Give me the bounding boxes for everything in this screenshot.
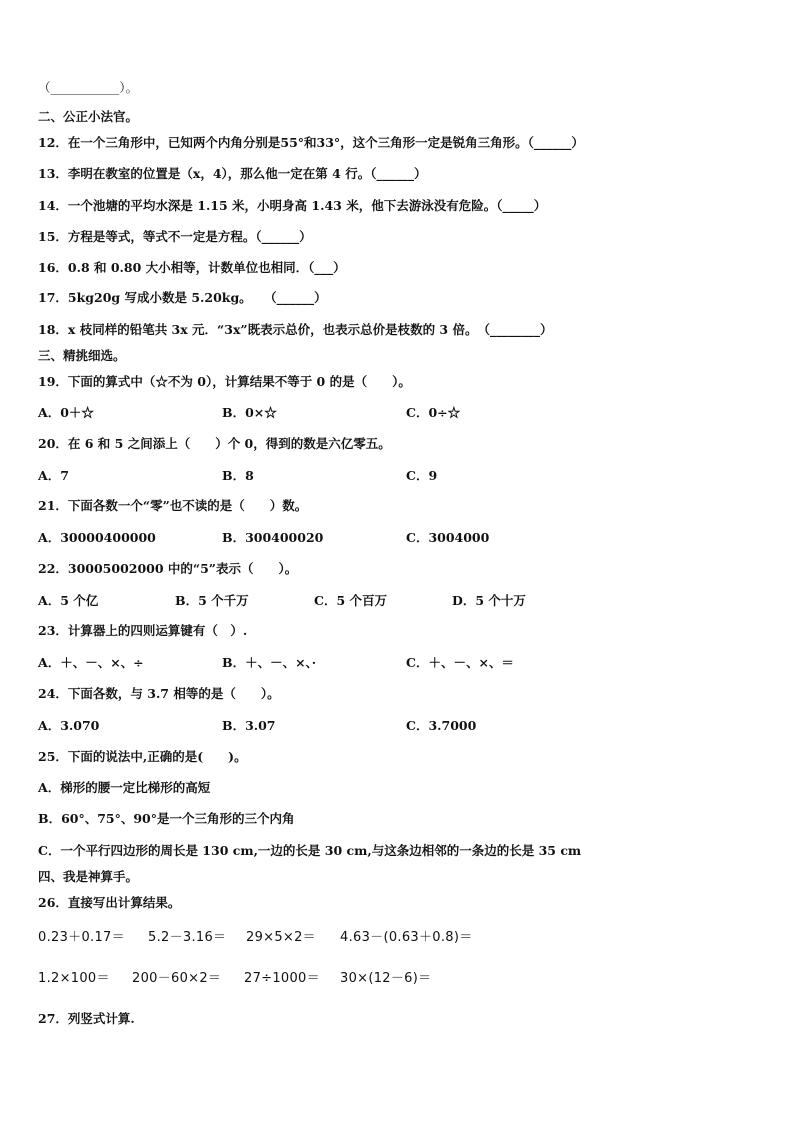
calc-2: 5.2－3.16＝ — [148, 930, 227, 945]
q23-option-c: C．＋、－、×、＝ — [406, 655, 514, 670]
question-12: 12．在一个三角形中，已知两个内角分别是55°和33°，这个三角形一定是锐角三角形。（______） — [38, 135, 584, 150]
question-24: 24．下面各数，与 3.7 相等的是（ ）。 — [38, 686, 280, 701]
question-25: 25．下面的说法中,正确的是( )。 — [38, 749, 247, 764]
section-2-heading: 二、公正小法官。 — [38, 109, 139, 124]
q20-option-b: B．8 — [222, 468, 254, 483]
question-22: 22．30005002000 中的“5”表示（ ）。 — [38, 561, 298, 576]
q21-option-b: B．300400020 — [222, 530, 324, 545]
q24-option-a: A．3.070 — [38, 718, 100, 733]
question-17: 17．5kg20g 写成小数是 5.20kg。 （______） — [38, 290, 327, 305]
prev-question-tail: （___________）。 — [38, 80, 139, 95]
q19-option-a: A．0＋☆ — [38, 405, 94, 420]
q20-option-a: A．7 — [38, 468, 69, 483]
question-26: 26．直接写出计算结果。 — [38, 895, 181, 910]
question-13: 13．李明在教室的位置是（x，4），那么他一定在第 4 行。（______） — [38, 166, 427, 181]
question-18: 18．x 枝同样的铅笔共 3x 元．“3x”既表示总价，也表示总价是枝数的 3 倍。 （________） — [38, 322, 553, 337]
q22-option-d: D．5 个十万 — [452, 593, 526, 608]
q20-option-c: C．9 — [406, 468, 438, 483]
calc-1: 0.23＋0.17＝ — [38, 930, 125, 945]
q22-option-c: C．5 个百万 — [314, 593, 387, 608]
question-14: 14．一个池塘的平均水深是 1.15 米，小明身高 1.43 米，他下去游泳没有危险。（_____） — [38, 198, 547, 213]
section-3-heading: 三、精挑细选。 — [38, 348, 126, 363]
q21-option-a: A．30000400000 — [38, 530, 156, 545]
question-21: 21．下面各数一个“零”也不读的是（ ）数。 — [38, 498, 308, 513]
calc-4: 4.63－(0.63＋0.8)＝ — [340, 930, 473, 945]
calc-7: 27÷1000＝ — [244, 971, 320, 986]
q19-option-b: B．0×☆ — [222, 405, 277, 420]
calc-8: 30×(12－6)＝ — [340, 971, 432, 986]
q23-option-a: A．＋、－、×、÷ — [38, 655, 144, 670]
question-16: 16．0.8 和 0.80 大小相等，计数单位也相同．（___） — [38, 260, 346, 275]
question-19: 19．下面的算式中（☆不为 0），计算结果不等于 0 的是（ ）。 — [38, 374, 411, 389]
q25-option-a: A．梯形的腰一定比梯形的高短 — [38, 780, 211, 795]
question-20: 20．在 6 和 5 之间添上（ ）个 0，得到的数是六亿零五。 — [38, 436, 391, 451]
calc-6: 200－60×2＝ — [132, 971, 222, 986]
calc-3: 29×5×2＝ — [246, 930, 316, 945]
q25-option-b: B．60°、75°、90°是一个三角形的三个内角 — [38, 811, 295, 826]
q21-option-c: C．3004000 — [406, 530, 490, 545]
q19-option-c: C．0÷☆ — [406, 405, 461, 420]
q25-option-c: C．一个平行四边形的周长是 130 cm,一边的长是 30 cm,与这条边相邻的一条边的长是 35 cm — [38, 843, 582, 858]
question-27: 27．列竖式计算. — [38, 1011, 135, 1026]
q22-option-a: A．5 个亿 — [38, 593, 99, 608]
calc-5: 1.2×100＝ — [38, 971, 110, 986]
q22-option-b: B．5 个千万 — [175, 593, 249, 608]
question-15: 15．方程是等式，等式不一定是方程。（______） — [38, 229, 312, 244]
section-4-heading: 四、我是神算手。 — [38, 869, 139, 884]
q23-option-b: B．＋、－、×、· — [222, 655, 317, 670]
q24-option-c: C．3.7000 — [406, 718, 477, 733]
q24-option-b: B．3.07 — [222, 718, 276, 733]
question-23: 23．计算器上的四则运算键有（ ）. — [38, 623, 248, 638]
